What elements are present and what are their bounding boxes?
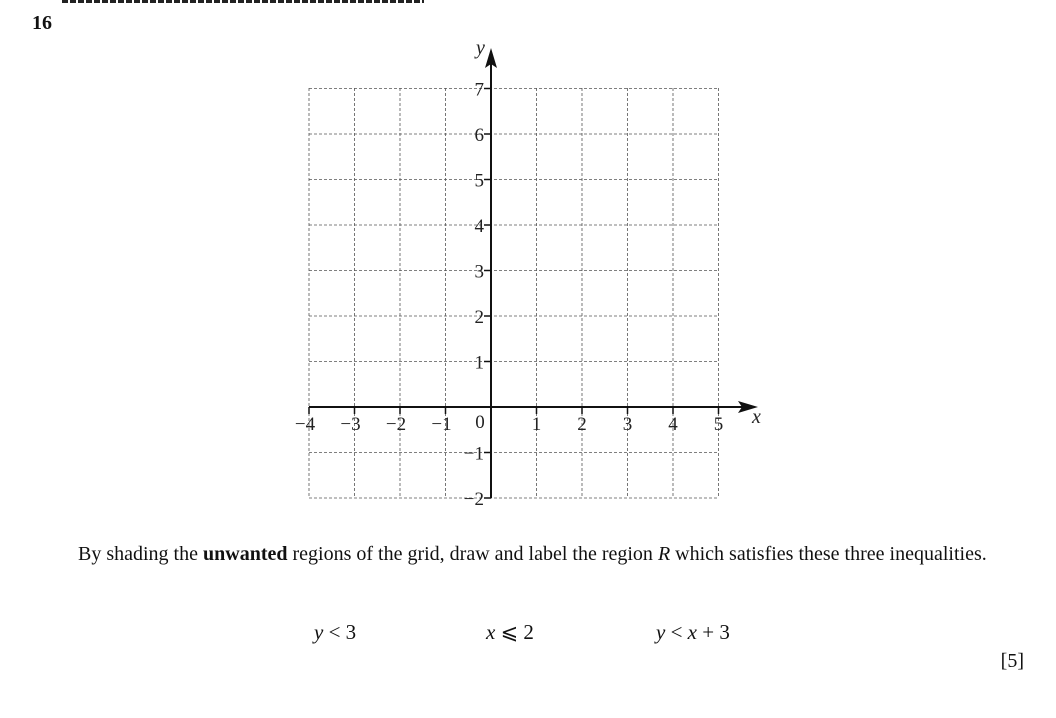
instruction-text bbox=[78, 542, 1024, 567]
x-tick-label: 5 bbox=[713, 414, 724, 435]
x-tick-label: 4 bbox=[668, 414, 678, 435]
question-number: 16 bbox=[32, 12, 52, 34]
instruction-part3: which satisfies these three inequalities. bbox=[670, 543, 987, 565]
inequality-3-variable: y bbox=[656, 620, 666, 644]
region-label: R bbox=[657, 543, 671, 565]
x-tick-label: −4 bbox=[294, 414, 316, 435]
y-tick-label: 2 bbox=[474, 307, 484, 328]
inequality-1 bbox=[314, 620, 356, 645]
y-tick-label: −1 bbox=[463, 443, 484, 465]
instruction-part1: By shading the bbox=[78, 543, 203, 565]
marks: [5] bbox=[1000, 650, 1024, 672]
x-tick-label: −1 bbox=[431, 414, 452, 435]
inequality-2 bbox=[486, 620, 534, 645]
y-tick-label: 4 bbox=[474, 216, 484, 237]
grid-lines bbox=[309, 88, 719, 498]
inequality-1-variable: y bbox=[314, 620, 324, 644]
y-tick-label: 5 bbox=[474, 170, 484, 192]
tick-labels bbox=[295, 37, 761, 510]
instruction-part2: regions of the grid, draw and label the region bbox=[287, 543, 658, 565]
y-axis-label: y bbox=[476, 37, 485, 59]
y-tick-label: 3 bbox=[474, 261, 484, 283]
instruction-emphasis: unwanted bbox=[203, 543, 288, 565]
y-tick-label: −2 bbox=[463, 489, 484, 510]
inequality-2-variable: x bbox=[486, 620, 496, 644]
origin-label: 0 bbox=[475, 412, 485, 433]
inequality-3-rest: < bbox=[665, 620, 688, 644]
x-tick-label: −2 bbox=[385, 414, 407, 435]
y-tick-label: 1 bbox=[474, 352, 484, 374]
inequality-3-variable2: x bbox=[687, 620, 697, 644]
y-tick-label: 6 bbox=[474, 125, 484, 146]
x-axis-label: x bbox=[752, 406, 761, 428]
inequality-3-rest2: + 3 bbox=[697, 620, 730, 644]
inequality-3 bbox=[656, 620, 730, 645]
x-tick-label: 3 bbox=[622, 414, 633, 435]
tick-marks bbox=[309, 89, 719, 499]
x-tick-label: 1 bbox=[531, 414, 542, 435]
y-tick-label: 7 bbox=[474, 79, 484, 101]
x-tick-label: 2 bbox=[577, 414, 587, 435]
inequality-2-rest: ⩽ 2 bbox=[495, 620, 534, 644]
inequality-1-rest: < 3 bbox=[323, 620, 357, 644]
x-tick-label: −3 bbox=[340, 414, 361, 435]
